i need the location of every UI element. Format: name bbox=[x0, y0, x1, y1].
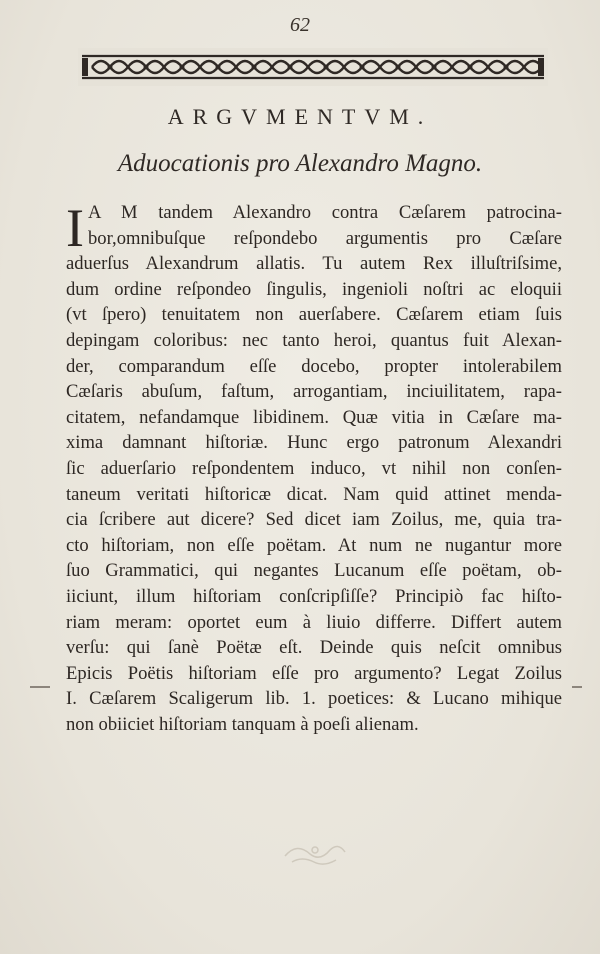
text-line: non obiiciet hiſtoriam tanquam à poeſi alienam. bbox=[66, 713, 419, 735]
text-line: taneum veritati hiſtoricæ dicat. Nam quid attinet menda- bbox=[66, 483, 562, 505]
text-line: I. Cæſarem Scaligerum lib. 1. poetices: & Lucano mihique bbox=[66, 688, 562, 710]
text-line: bor,omnibuſque reſpondebo argumentis pro Cæſare bbox=[88, 227, 562, 249]
argument-heading: ARGVMENTVM. bbox=[167, 104, 433, 129]
margin-mark-left bbox=[30, 686, 50, 688]
drop-capital: I bbox=[66, 198, 84, 258]
body-paragraph bbox=[66, 200, 562, 737]
ornament-band-icon bbox=[78, 48, 548, 86]
text-line: dum ordine reſpondeo ſingulis, ingenioli noſtri ac eloquii bbox=[66, 278, 562, 300]
text-line: Cæſaris abuſum, faſtum, arrogantiam, inciuilitatem, rapa- bbox=[66, 381, 562, 403]
text-line: cto hiſtoriam, non eſſe poëtam. At num ne nugantur more bbox=[66, 534, 562, 556]
text-line: ſic aduerſario reſpondentem induco, vt nihil non conſen- bbox=[66, 457, 562, 479]
text-line: aduerſus Alexandrum allatis. Tu autem Rex illuſtriſsime, bbox=[66, 253, 562, 275]
argument-subheading: Aduocationis pro Alexandro Magno. bbox=[117, 150, 483, 177]
margin-mark-right bbox=[572, 686, 582, 688]
text-line: xima damnant hiſtoriæ. Hunc ergo patronum Alexandri bbox=[66, 432, 562, 454]
bleed-through-ornament-icon bbox=[280, 838, 350, 868]
text-line: (vt ſpero) tenuitatem non auerſabere. Cæſarem etiam ſuis bbox=[66, 304, 562, 326]
text-line: citatem, nefandamque libidinem. Quæ vitia in Cæſare ma- bbox=[66, 406, 562, 428]
text-line: iiciunt, illum hiſtoriam conſcripſiſſe? Principiò fac hiſto- bbox=[66, 585, 562, 607]
text-line: ſuo Grammatici, qui negantes Lucanum eſſe poëtam, ob- bbox=[66, 560, 562, 582]
text-line: A M tandem Alexandro contra Cæſarem patrocina- bbox=[88, 202, 562, 223]
text-line: depingam coloribus: nec tanto heroi, quantus fuit Alexan- bbox=[66, 329, 562, 351]
text-line: Epicis Poëtis hiſtoriam eſſe pro argumento? Legat Zoilus bbox=[66, 662, 562, 684]
text-line: der, comparandum eſſe docebo, propter intolerabilem bbox=[66, 355, 562, 377]
page-number: 62 bbox=[290, 14, 310, 36]
text-line: verſu: qui ſanè Poëtæ eſt. Deinde quis neſcit omnibus bbox=[66, 637, 562, 659]
text-line: cia ſcribere aut dicere? Sed dicet iam Zoilus, me, quia tra- bbox=[66, 509, 562, 531]
text-line: riam meram: oportet eum à liuio differre. Differt autem bbox=[66, 611, 562, 633]
